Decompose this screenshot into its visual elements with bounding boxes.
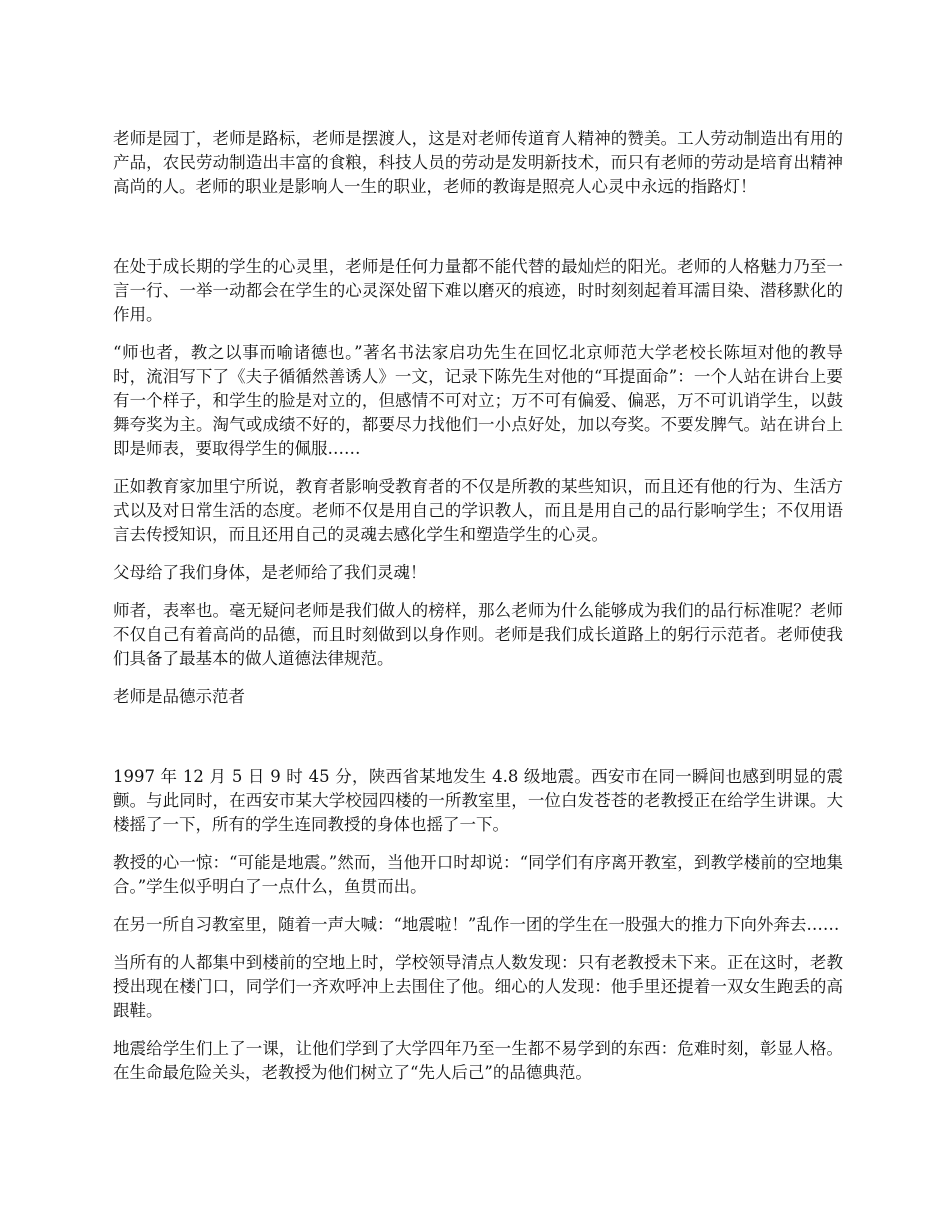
paragraph-2: 在处于成长期的学生的心灵里，老师是任何力量都不能代替的最灿烂的阳光。老师的人格魅力乃至一言一行、一举一动都会在学生的心灵深处留下难以磨灭的痕迹，时时刻刻起着耳濡目染、潜移默化的作用。: [113, 257, 843, 324]
document-page: [113, 127, 843, 1099]
paragraph-11: 地震给学生们上了一课，让他们学到了大学四年乃至一生都不易学到的东西：危难时刻，彰显人格。在生命最危险关头，老教授为他们树立了“先人后己”的品德典范。: [113, 1039, 843, 1082]
paragraph-7: 1997 年 12 月 5 日 9 时 45 分，陕西省某地发生 4.8 级地震。西安市在同一瞬间也感到明显的震颤。与此同时，在西安市某大学校园四楼的一所教室里，一位白发苍苍的老教授正在给学生讲课。大楼摇了一下，所有的学生连同教授的身体也摇了一下。: [113, 767, 843, 834]
paragraph-3: “师也者，教之以事而喻诸德也。”著名书法家启功先生在回忆北京师范大学老校长陈垣对他的教导时，流泪写下了《夫子循循然善诱人》一文，记录下陈先生对他的“耳提面命”：一个人站在讲台上要有一个样子，和学生的脸是对立的，但感情不可对立；万不可有偏爱、偏恶，万不可讥诮学生，以鼓舞夸奖为主。淘气或成绩不好的，都要尽力找他们一小点好处，加以夸奖。不要发脾气。站在讲台上即是师表，要取得学生的佩服……: [113, 343, 843, 458]
paragraph-1: 老师是园丁，老师是路标，老师是摆渡人，这是对老师传道育人精神的赞美。工人劳动制造出有用的产品，农民劳动制造出丰富的食粮，科技人员的劳动是发明新技术，而只有老师的劳动是培育出精神高尚的人。老师的职业是影响人一生的职业，老师的教诲是照亮人心灵中永远的指路灯！: [113, 129, 843, 196]
paragraph-9: 在另一所自习教室里，随着一声大喊：“地震啦！”乱作一团的学生在一股强大的推力下向外奔去……: [113, 915, 840, 934]
paragraph-4: 正如教育家加里宁所说，教育者影响受教育者的不仅是所教的某些知识，而且还有他的行为、生活方式以及对日常生活的态度。老师不仅是用自己的学识教人，而且是用自己的品行影响学生；不仅用语言去传授知识，而且还用自己的灵魂去感化学生和塑造学生的心灵。: [113, 477, 843, 544]
paragraph-8: 教授的心一惊：“可能是地震。”然而，当他开口时却说：“同学们有序离开教室，到教学楼前的空地集合。”学生似乎明白了一点什么，鱼贯而出。: [113, 853, 843, 896]
paragraph-5: 父母给了我们身体，是老师给了我们灵魂！: [113, 563, 427, 582]
paragraph-10: 当所有的人都集中到楼前的空地上时，学校领导清点人数发现：只有老教授未下来。正在这时，老教授出现在楼门口，同学们一齐欢呼冲上去围住了他。细心的人发现：他手里还提着一双女生跑丢的高跟鞋。: [113, 953, 843, 1020]
section-gap-2: [113, 723, 843, 765]
paragraph-6: 师者，表率也。毫无疑问老师是我们做人的榜样，那么老师为什么能够成为我们的品行标准呢？老师不仅自己有着高尚的品德，而且时刻做到以身作则。老师是我们成长道路上的躬行示范者。老师使我们具备了最基本的做人道德法律规范。: [113, 601, 843, 668]
section-gap-1: [113, 213, 843, 255]
section-heading: 老师是品德示范者: [113, 687, 245, 706]
